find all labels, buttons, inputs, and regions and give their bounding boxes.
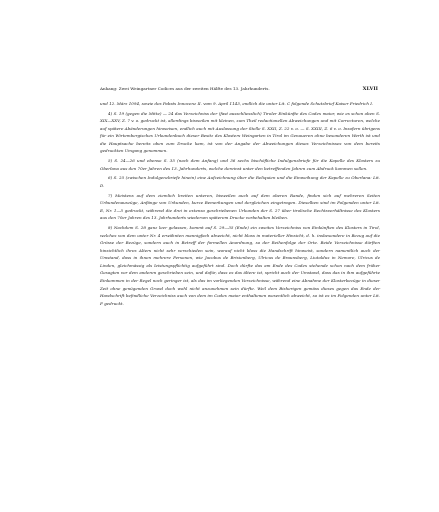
paragraph-item-6: 6) S. 25 (zwischen Indulgenzbriefe hinein) eine Aufzeichnung über die Reliquien und die Einweihung der Kapelle zu Oberlana: Lit. D.: [100, 175, 380, 189]
page-number: XLVII: [362, 86, 378, 92]
paragraph-item-8: 8) Nachdem S. 28 ganz leer gelassen, kommt auf S. 29—35 (Ende) ein zweites Verzeichniss von Einkünften des Klosters in Tirol, welches von dem unter Nr. 4 erwähnten mannigfach abweicht, nicht bloss in materieller Hinsicht, d. h. insbesondere in Bezug auf die Grösse der Bezüge, sondern auch in Betreff der formellen Anordnung, so der Reihenfolge der Orte. Beide Verzeichnisse dürften hinsichtlich ihres Alters nicht sehr verschieden sein, worauf nicht bloss die Handschrift hinweist, sondern namentlich auch der Umstand, dass in ihnen mehrere Personen, wie Jacobus de Brixienberg, Ulricus de Braunsberg, Liutoldus in Nemore, Ulricus de Linden, gleichmässig als leistungspflichtig aufgeführt sind. Doch dürfte das am Ende des Codex stehende schon nach dem früher Gesagten vor dem anderen geschrieben sein, und dafür, dass es das ältere ist, spricht auch der Umstand, dass das in ihm aufgeführte Einkommen in der Regel noch geringer ist, als das im vorliegenden Verzeichnisse, während eine Abnahme der Klosterbezüge in dieser Zeit ohne genügenden Grund doch wohl nicht anzunehmen sein dürfte. Weil dem Bisherigen gemäss dieses gegen das Ende der Handschrift befindliche Verzeichniss auch von dem im Codex maior enthaltenen wesentlich abweicht, so ist es im Folgenden unter Lit. F gedruckt.: [100, 225, 380, 306]
running-title: Anhang: Zwei Weingartner Codices aus der zweiten Hälfte des 13. Jahrhunderts.: [100, 86, 270, 91]
paragraph-item-5: 5) S. 24—26 und ebenso S. 35 (nach dem Anfang) und 36 sechs bischöfliche Indulgenzbriefe für die Kapelle des Klosters zu Oberlana aus den 70er Jahren des 13. Jahrhunderts, welche dereinst unter den betreffenden Jahren zum Abdruck kommen sollen.: [100, 158, 380, 171]
running-head: [100, 86, 378, 92]
body-text: [100, 100, 380, 307]
paragraph-item-4: 4) S. 19 (gegen die Mitte) — 24 das Verzeichniss der (fast ausschliesslich) Tiroler Einkünfte des Codex maior, wie es schon oben S. XIX—XXV, Z. 7 v. o. gedruckt ist, allerdings bisweilen mit kleinen, zum Theil redactionellen Abweichungen und mit Correcturen, welche auf spätere Abänderungen hinweisen, endlich auch mit Auslassung der Stelle S. XXII, Z. 22 v. o. — S. XXIII, Z. 6 v. o. Insofern übrigens für ein Wirtembergisches Urkundenbuch dieser Besitz des Klosters Weingarten in Tirol im Genaueren ohne besonderen Werth ist und die Hauptsache bereits oben zum Drucke kam, ist von der Angabe der Abweichungen dieses Verzeichnisses von dem bereits gedruckten Umgang genommen.: [100, 110, 380, 154]
paragraph-item-7: 7) Meistens auf dem ziemlich breiten unteren, bisweilen auch auf dem oberen Rande, finden sich auf mehreren Seiten Urbundenauszüge, Anfänge von Urkunden, kurze Bemerkungen und dergleichen eingetragen. Dieselben sind im Folgenden unter Lit. E, Nr. 1—5 gedruckt, während die drei in extenso geschriebenen Urkunden der S. 27 über tirolische Rechtsverhältnisse des Klosters aus den 70er Jahren des 13. Jahrhunderts wiederum späterem Drucke vorbehalten bleiben.: [100, 192, 380, 221]
paragraph-continuation: und 12. März 1094, sowie des Pabsts Innocenz II. vom 9. April 1143, endlich die unter Lit. C folgende Schutzbrief Kaiser Friedrich I.: [100, 101, 374, 106]
